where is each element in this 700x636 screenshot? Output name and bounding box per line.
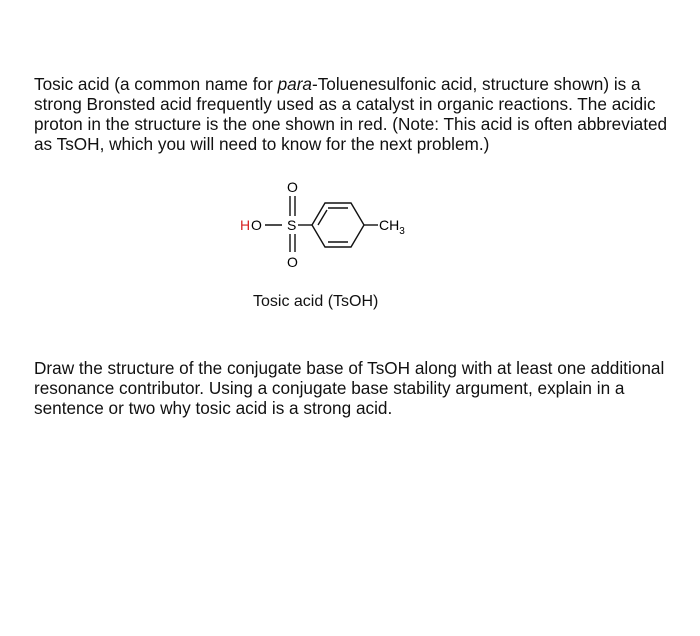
sulfur-label: S bbox=[287, 217, 297, 233]
oxygen-top-label: O bbox=[287, 179, 298, 195]
methyl-label bbox=[379, 217, 405, 237]
intro-paragraph bbox=[34, 74, 684, 154]
question-paragraph: Draw the structure of the conjugate base of TsOH along with at least one additional resonance contributor. Using a conjugate base stability argument, explain in a sentence or two why tosic acid is a strong acid. bbox=[34, 358, 665, 418]
intro-text-part2: -Toluenesulfonic acid, structure shown) is a strong Bronsted acid frequently used as a catalyst in organic reactions. The acidic proton in the structure is the one shown in red. (Note: This acid is often abbreviated as TsOH, which you will need to know for the next problem.) bbox=[34, 74, 668, 154]
structure-caption: Tosic acid (TsOH) bbox=[253, 293, 379, 310]
intro-text-part1: Tosic acid (a common name for bbox=[34, 74, 278, 94]
intro-italic-para: para bbox=[277, 74, 312, 94]
benzene-ring bbox=[312, 203, 364, 247]
methyl-subscript: 3 bbox=[399, 226, 405, 237]
tosic-acid-structure bbox=[230, 178, 430, 272]
oxygen-bottom-label: O bbox=[287, 254, 298, 270]
hydroxyl-h-label: H bbox=[240, 217, 251, 233]
hydroxyl-o-label: O bbox=[251, 217, 262, 233]
methyl-ch: CH bbox=[379, 217, 400, 233]
